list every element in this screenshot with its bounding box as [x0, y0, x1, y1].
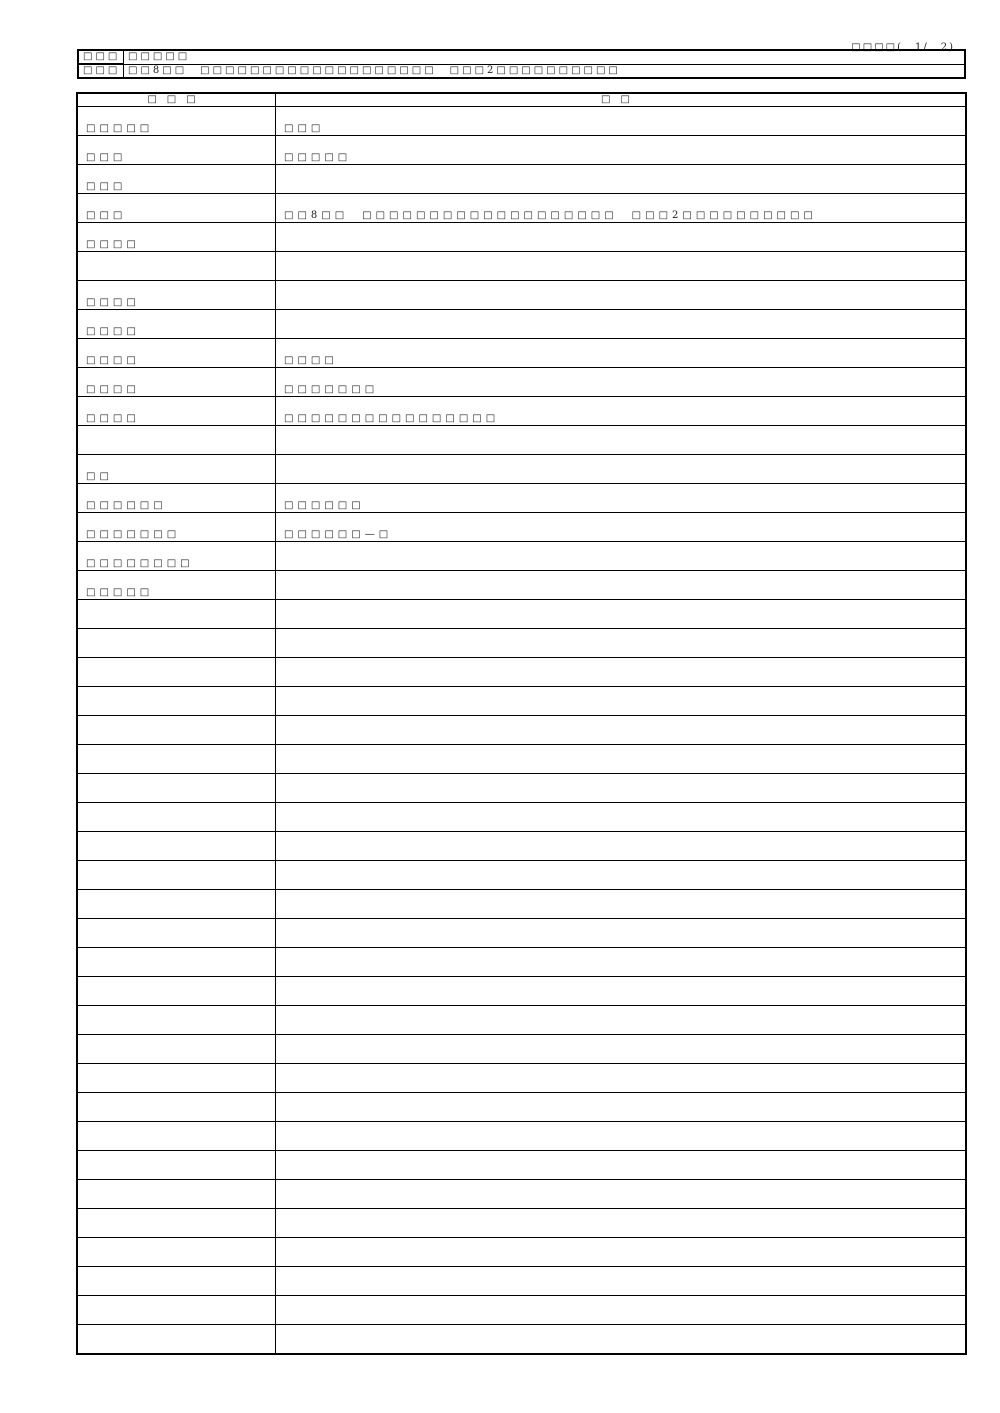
- table-row: [77, 687, 966, 716]
- row-content-cell: [276, 542, 967, 571]
- row-content-cell: [276, 687, 967, 716]
- table-body: [77, 107, 966, 1355]
- row-item-cell: □□□: [77, 194, 276, 223]
- table-row: [77, 1006, 966, 1035]
- table-row: [77, 281, 966, 310]
- row-item-cell: [77, 1238, 276, 1267]
- page-counter: □□□□( 1/ 2): [851, 42, 955, 53]
- row-item-cell: [77, 1006, 276, 1035]
- table-row: [77, 252, 966, 281]
- table-row: [77, 1122, 966, 1151]
- table-row: [77, 484, 966, 513]
- row-content-cell: □□□□□□□: [276, 368, 967, 397]
- table-row: [77, 1151, 966, 1180]
- row-item-cell: [77, 1064, 276, 1093]
- table-row: [77, 919, 966, 948]
- table-row: [77, 716, 966, 745]
- row-item-cell: [77, 1267, 276, 1296]
- row-content-cell: [276, 919, 967, 948]
- table-row: [77, 1238, 966, 1267]
- row-item-cell: [77, 977, 276, 1006]
- table-row: [77, 600, 966, 629]
- table-row: [77, 310, 966, 339]
- row-item-cell: [77, 948, 276, 977]
- row-item-cell: [77, 861, 276, 890]
- table-row: [77, 571, 966, 600]
- header-table: [77, 49, 966, 79]
- row-item-cell: [77, 716, 276, 745]
- table-row: [77, 513, 966, 542]
- row-content-cell: [276, 803, 967, 832]
- row-content-cell: [276, 165, 967, 194]
- table-row: [77, 397, 966, 426]
- row-item-cell: □□: [77, 455, 276, 484]
- row-content-cell: □□□□□: [276, 136, 967, 165]
- row-content-cell: [276, 1209, 967, 1238]
- row-item-cell: [77, 803, 276, 832]
- table-row: [77, 861, 966, 890]
- row-item-cell: [77, 600, 276, 629]
- table-row: [77, 1296, 966, 1325]
- header-value: □□□□□: [124, 50, 966, 64]
- row-item-cell: □□□□□□□□: [77, 542, 276, 571]
- row-content-cell: [276, 1180, 967, 1209]
- row-content-cell: [276, 1325, 967, 1355]
- row-content-cell: [276, 223, 967, 252]
- row-content-cell: [276, 1064, 967, 1093]
- table-row: [77, 194, 966, 223]
- row-item-cell: [77, 1325, 276, 1355]
- row-item-cell: [77, 1093, 276, 1122]
- row-content-cell: [276, 774, 967, 803]
- row-item-cell: [77, 426, 276, 455]
- row-content-cell: [276, 1296, 967, 1325]
- table-row: [77, 1035, 966, 1064]
- row-content-cell: [276, 252, 967, 281]
- row-content-cell: [276, 629, 967, 658]
- row-item-cell: [77, 1296, 276, 1325]
- row-content-cell: [276, 571, 967, 600]
- row-item-cell: □□□□: [77, 397, 276, 426]
- row-item-cell: [77, 1180, 276, 1209]
- row-item-cell: □□□□: [77, 223, 276, 252]
- row-content-cell: [276, 455, 967, 484]
- table-row: [77, 658, 966, 687]
- table-row: [77, 1325, 966, 1355]
- table-row: [77, 832, 966, 861]
- row-content-cell: [276, 426, 967, 455]
- table-row: [77, 542, 966, 571]
- header-label: □□□: [78, 50, 124, 64]
- table-row: [77, 629, 966, 658]
- row-item-cell: [77, 745, 276, 774]
- table-row: [77, 745, 966, 774]
- header-value: □□8□□ □□□□□□□□□□□□□□□□□□□ □□□2□□□□□□□□□□: [124, 64, 966, 78]
- row-item-cell: [77, 252, 276, 281]
- row-item-cell: □□□: [77, 165, 276, 194]
- row-item-cell: □□□□: [77, 368, 276, 397]
- row-content-cell: [276, 1122, 967, 1151]
- row-item-cell: [77, 629, 276, 658]
- row-content-cell: [276, 1006, 967, 1035]
- row-item-cell: [77, 658, 276, 687]
- row-content-cell: [276, 977, 967, 1006]
- table-row: [77, 1267, 966, 1296]
- row-item-cell: □□□□□□□: [77, 513, 276, 542]
- row-item-cell: □□□□: [77, 339, 276, 368]
- row-content-cell: [276, 1093, 967, 1122]
- row-item-cell: [77, 774, 276, 803]
- row-item-cell: □□□□□: [77, 571, 276, 600]
- row-content-cell: [276, 890, 967, 919]
- column-header-item: □□□: [77, 93, 276, 107]
- row-content-cell: [276, 310, 967, 339]
- table-row: [77, 977, 966, 1006]
- row-content-cell: [276, 658, 967, 687]
- row-item-cell: [77, 919, 276, 948]
- table-row: [77, 107, 966, 136]
- row-content-cell: □□□□□□: [276, 484, 967, 513]
- table-row: [77, 223, 966, 252]
- row-item-cell: [77, 1151, 276, 1180]
- row-item-cell: [77, 1035, 276, 1064]
- table-row: [77, 890, 966, 919]
- row-content-cell: [276, 1151, 967, 1180]
- table-row: [77, 948, 966, 977]
- table-row: [77, 426, 966, 455]
- table-row: [77, 1093, 966, 1122]
- row-content-cell: □□8□□ □□□□□□□□□□□□□□□□□□□ □□□2□□□□□□□□□□: [276, 194, 967, 223]
- header-row: [78, 50, 965, 64]
- row-item-cell: □□□□: [77, 281, 276, 310]
- row-item-cell: [77, 687, 276, 716]
- row-content-cell: [276, 716, 967, 745]
- table-row: [77, 136, 966, 165]
- table-row: [77, 455, 966, 484]
- row-content-cell: □□□: [276, 107, 967, 136]
- table-row: [77, 368, 966, 397]
- row-content-cell: [276, 1238, 967, 1267]
- header-row: [78, 64, 965, 78]
- row-content-cell: [276, 1035, 967, 1064]
- row-content-cell: [276, 600, 967, 629]
- row-item-cell: □□□□□□: [77, 484, 276, 513]
- row-item-cell: [77, 1122, 276, 1151]
- main-table: [76, 92, 967, 1355]
- table-header-row: [77, 93, 966, 107]
- row-item-cell: □□□□□: [77, 107, 276, 136]
- table-row: [77, 1064, 966, 1093]
- column-header-content: □□: [276, 93, 967, 107]
- row-content-cell: □□□□□□□□□□□□□□□□: [276, 397, 967, 426]
- row-item-cell: □□□: [77, 136, 276, 165]
- row-content-cell: [276, 745, 967, 774]
- row-content-cell: [276, 281, 967, 310]
- row-content-cell: [276, 861, 967, 890]
- row-content-cell: □□□□: [276, 339, 967, 368]
- header-label: □□□: [78, 64, 124, 78]
- row-item-cell: [77, 1209, 276, 1238]
- table-row: [77, 339, 966, 368]
- row-content-cell: [276, 948, 967, 977]
- row-content-cell: [276, 1267, 967, 1296]
- row-item-cell: [77, 890, 276, 919]
- row-item-cell: □□□□: [77, 310, 276, 339]
- table-row: [77, 1209, 966, 1238]
- table-row: [77, 1180, 966, 1209]
- table-row: [77, 803, 966, 832]
- row-item-cell: [77, 832, 276, 861]
- row-content-cell: □□□□□□—□: [276, 513, 967, 542]
- table-row: [77, 774, 966, 803]
- row-content-cell: [276, 832, 967, 861]
- table-row: [77, 165, 966, 194]
